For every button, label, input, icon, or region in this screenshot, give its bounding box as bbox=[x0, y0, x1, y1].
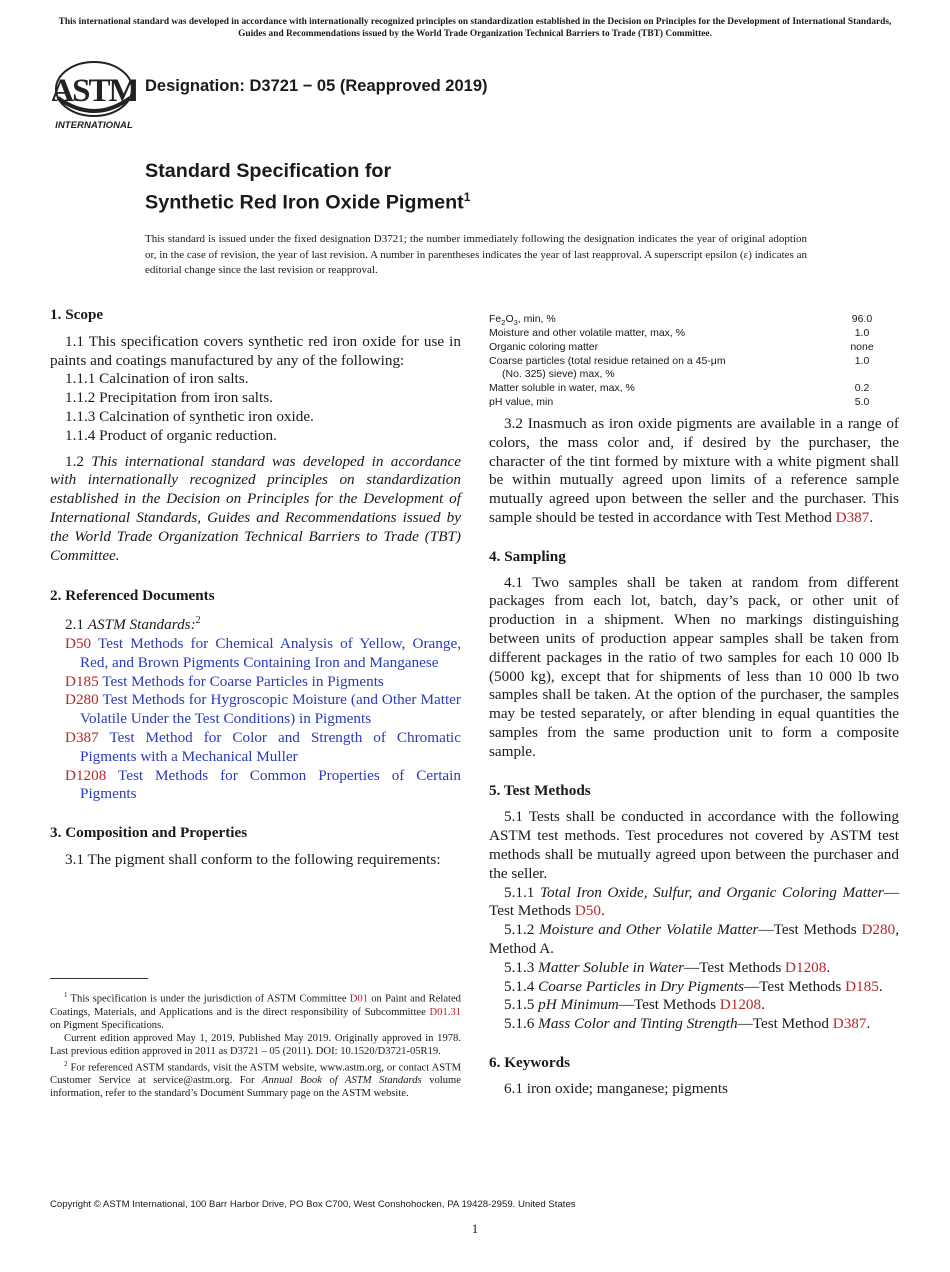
section-4-heading: 4. Sampling bbox=[489, 547, 566, 565]
section-1-1: 1.1 This specification covers synthetic red iron oxide for use in paints and coatings manufactured by any of the following: bbox=[50, 332, 461, 369]
requirement-value: none bbox=[850, 341, 874, 353]
section-3-2: 3.2 Inasmuch as iron oxide pigments are available in a range of colors, the mass color and, if desired by the purchaser, the character of the tint formed by mixture with a white pigment shall be within mutually agreed upon limits of a reference sample mutually agreed upon between the seller and the purchaser. This sample should be tested in accordance with Test Method D387. bbox=[489, 415, 899, 526]
left-column bbox=[50, 306, 461, 870]
reference-title[interactable]: Test Methods for Chemical Analysis of Yellow, Orange, Red, and Brown Pigments Containing Iron and Manganese bbox=[80, 635, 461, 671]
section-6-heading: 6. Keywords bbox=[489, 1053, 570, 1071]
requirement-value: 1.0 bbox=[854, 327, 870, 339]
footnote-ref-2[interactable]: 2 bbox=[195, 615, 201, 627]
test-method-item: 5.1.1 Total Iron Oxide, Sulfur, and Organic Coloring Matter—Test Methods D50. bbox=[489, 883, 899, 920]
section-5-1: 5.1 Tests shall be conducted in accordance with the following ASTM test methods. Test procedures not covered by ASTM test methods shall be mutually agreed upon between the purchaser and the seller. bbox=[489, 808, 899, 882]
test-method-item: 5.1.4 Coarse Particles in Dry Pigments—Test Methods D185. bbox=[504, 977, 883, 995]
reference-title[interactable]: Test Methods for Hygroscopic Moisture (and Other Matter Volatile Under the Test Conditions) in Pigments bbox=[80, 691, 461, 728]
reference-item[interactable] bbox=[65, 673, 461, 692]
reference-title[interactable]: Test Method for Color and Strength of Chromatic Pigments with a Mechanical Muller bbox=[80, 729, 461, 765]
reference-item[interactable] bbox=[65, 767, 461, 805]
section-3-heading: 3. Composition and Properties bbox=[50, 824, 248, 842]
requirement-row: Coarse particles (total residue retained on a 45-μm (No. 325) sieve) max, % 1.0 bbox=[489, 355, 899, 381]
designation: Designation: D3721 − 05 (Reapproved 2019) bbox=[145, 77, 488, 95]
title-footnote-ref[interactable]: 1 bbox=[463, 190, 471, 204]
section-2-heading: 2. Referenced Documents bbox=[50, 587, 215, 605]
reference-code[interactable]: D387 bbox=[65, 729, 99, 746]
requirement-value: 1.0 bbox=[854, 355, 870, 367]
section-1-1-2: 1.1.2 Precipitation from iron salts. bbox=[65, 389, 273, 407]
intro-paragraph: This standard is issued under the fixed designation D3721; the number immediately following the designation indicates the year of original adoption or, in the case of revision, the year of last revision. A number in parentheses indicates the year of last reapproval. A superscript epsilon (ε) indicates an editorial change since the last revision or reapproval. bbox=[145, 233, 807, 276]
section-3-1: 3.1 The pigment shall conform to the following requirements: bbox=[65, 850, 441, 868]
section-1-2: 1.2 This international standard was developed in accordance with internationally recognized principles on standardization established in the Decision on Principles for the Development of International Standards, Guides and Recommendations issued by the World Trade Organization Technical Barriers to Trade (TBT) Committee. bbox=[50, 452, 462, 564]
right-column bbox=[489, 415, 899, 1099]
requirement-row: $Fe_2O_3$, min, % 96.0 bbox=[489, 313, 899, 329]
title-line-2: Synthetic Red Iron Oxide Pigment$^1$ bbox=[145, 190, 471, 214]
test-method-link[interactable]: D1208 bbox=[719, 996, 762, 1014]
requirement-value: 5.0 bbox=[854, 396, 870, 408]
footnotes bbox=[50, 989, 461, 1100]
test-method-item: 5.1.6 Mass Color and Tinting Strength—Test Method D387. bbox=[504, 1015, 871, 1033]
astm-logo-text: ASTM bbox=[52, 73, 136, 109]
reference-title[interactable]: Test Methods for Common Properties of Certain Pigments bbox=[80, 766, 461, 803]
section-1-heading: 1. Scope bbox=[50, 306, 104, 323]
reference-code[interactable]: D50 bbox=[65, 635, 92, 653]
reference-item[interactable] bbox=[65, 729, 461, 767]
test-method-item: 5.1.5 pH Minimum—Test Methods D1208. bbox=[504, 996, 765, 1014]
d387-link[interactable]: D387 bbox=[835, 508, 870, 526]
reference-list bbox=[50, 635, 461, 804]
test-method-link[interactable]: D1208 bbox=[785, 958, 827, 976]
astm-logo bbox=[52, 58, 136, 132]
footnote-divider bbox=[50, 978, 148, 979]
section-2-1: 2.1 ASTM Standards:$^2$ bbox=[65, 615, 201, 634]
footnote-1: $^1$ This specification is under the jurisdiction of ASTM Committee D01 on Paint and Related Coatings, Materials, and Applications and is the direct responsibility of Subcommittee D01.31 on Pigment Specifications. bbox=[50, 991, 461, 1031]
reference-code[interactable]: D1208 bbox=[65, 766, 107, 784]
test-method-link[interactable]: D280 bbox=[861, 921, 896, 939]
section-1-1-1: 1.1.1 Calcination of iron salts. bbox=[65, 370, 249, 388]
requirement-row: Moisture and other volatile matter, max, % 1.0 bbox=[489, 327, 899, 340]
footnote-1-edition: Current edition approved May 1, 2019. Published May 2019. Originally approved in 1978. Last previous edition approved in 2011 as D3721 – 05 (2011). DOI: 10.1520/D3721-05R19. bbox=[50, 1032, 461, 1057]
section-1-1-4: 1.1.4 Product of organic reduction. bbox=[65, 426, 277, 444]
requirement-row: pH value, min 5.0 bbox=[489, 396, 899, 409]
section-6-1: 6.1 iron oxide; manganese; pigments bbox=[504, 1079, 728, 1097]
test-method-link[interactable]: D185 bbox=[845, 977, 879, 995]
test-method-link[interactable]: D50 bbox=[574, 902, 601, 920]
section-5-heading: 5. Test Methods bbox=[489, 781, 591, 799]
astm-logo-icon bbox=[52, 58, 136, 132]
page-number: 1 bbox=[471, 1221, 479, 1236]
requirement-value: 0.2 bbox=[854, 382, 870, 394]
reference-item[interactable] bbox=[65, 691, 461, 729]
test-method-link[interactable]: D387 bbox=[832, 1015, 867, 1033]
footnote-2: $^2$ For referenced ASTM standards, visit the ASTM website, www.astm.org, or contact ASTM Customer Service at service@astm.org. For Annual Book of ASTM Standards volume information, refer to the standard’s Document Summary page on the ASTM website. bbox=[50, 1059, 462, 1100]
top-notice: This international standard was developed in accordance with internationally recognized principles on standardization established in the Decision on Principles for the Development of International Standards, Guides and Recommendations issued by the World Trade Organization Technical Barriers to Trade (TBT) Committee. bbox=[58, 17, 892, 39]
test-method-item: 5.1.3 Matter Soluble in Water—Test Methods D1208. bbox=[504, 958, 831, 976]
astm-logo-subtext: INTERNATIONAL bbox=[55, 120, 133, 131]
committee-link[interactable]: D01 bbox=[349, 993, 369, 1005]
requirement-row: Organic coloring matter none bbox=[489, 341, 899, 354]
reference-code[interactable]: D185 bbox=[65, 672, 99, 690]
reference-code[interactable]: D280 bbox=[65, 691, 99, 709]
subcommittee-link[interactable]: D01.31 bbox=[429, 1006, 461, 1018]
page-title bbox=[145, 158, 470, 216]
requirement-value: 96.0 bbox=[851, 313, 873, 325]
requirement-row: Matter soluble in water, max, % 0.2 bbox=[489, 382, 899, 395]
section-4-1: 4.1 Two samples shall be taken at random from different packages from each lot, batch, day’s pack, or other unit of production in a shipment. When no markings distinguishing between units of production appear samples shall be taken from different packages in the ratio of two samples for each 10 000 lb (5000 kg), except that for shipments of less than 10 000 lb two samples shall be taken. At the option of the purchaser, the samples may be tested separately, or after blending in equal quantities the samples from the same production unit to form a composite sample. bbox=[489, 573, 899, 760]
reference-title[interactable]: Test Methods for Coarse Particles in Pigments bbox=[102, 672, 384, 690]
title-line-1: Standard Specification for bbox=[145, 160, 392, 182]
section-1-1-3: 1.1.3 Calcination of synthetic iron oxide. bbox=[65, 407, 314, 425]
copyright-line: Copyright © ASTM International, 100 Barr Harbor Drive, PO Box C700, West Conshohocken, PA 19428-2959. United States bbox=[50, 1199, 576, 1210]
test-method-item: 5.1.2 Moisture and Other Volatile Matter—Test Methods D280, Method A. bbox=[489, 921, 900, 957]
reference-item[interactable] bbox=[65, 635, 461, 673]
